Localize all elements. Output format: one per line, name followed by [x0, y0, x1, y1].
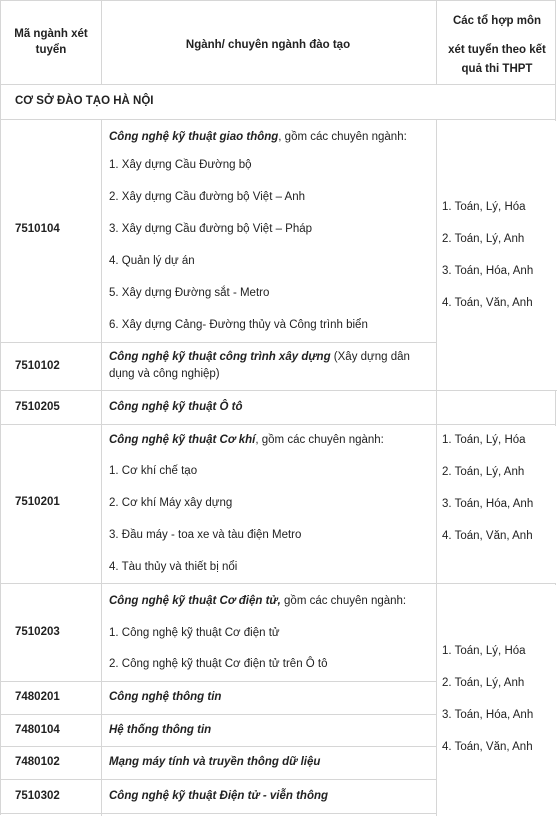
- section-row: [1, 85, 555, 120]
- major-code: 7480201: [15, 691, 60, 703]
- major-code: 7510104: [15, 223, 60, 235]
- header-combo-line1: Các tổ hợp môn: [452, 15, 542, 27]
- specialization-item: 5. Xây dựng Đường sắt - Metro: [109, 287, 270, 299]
- header-combo-line2: xét tuyển theo kết quả thi THPT: [448, 44, 546, 75]
- major-name: Công nghệ kỹ thuật Điện tử - viễn thông: [109, 790, 329, 802]
- subject-combination: 1. Toán, Lý, Hóa: [442, 434, 526, 446]
- major-suffix: , gồm các chuyên ngành:: [255, 434, 384, 446]
- subject-combination: 3. Toán, Hóa, Anh: [442, 265, 534, 277]
- subject-combination: 4. Toán, Văn, Anh: [442, 530, 533, 542]
- header-major: Ngành/ chuyên ngành đào tạo: [185, 39, 351, 51]
- major-code: 7510201: [15, 496, 60, 508]
- major-title: [109, 756, 320, 768]
- major-code: 7480102: [15, 756, 60, 768]
- major-title: [109, 401, 243, 413]
- major-title: [109, 724, 211, 736]
- specialization-item: 6. Xây dựng Cảng- Đường thủy và Công trình biển: [109, 319, 368, 331]
- specialization-item: 2. Cơ khí Máy xây dựng: [109, 497, 233, 509]
- major-name: Công nghệ kỹ thuật công trình xây dựng: [109, 351, 331, 363]
- major-title: [109, 595, 406, 607]
- major-suffix: , gồm các chuyên ngành:: [278, 131, 407, 143]
- specialization-item: 1. Cơ khí chế tạo: [109, 465, 198, 477]
- major-name: Công nghệ kỹ thuật Ô tô: [109, 401, 243, 413]
- subject-combination: 2. Toán, Lý, Anh: [442, 677, 525, 689]
- major-name: Mạng máy tính và truyền thông dữ liệu: [109, 756, 321, 768]
- specialization-item: 3. Đầu máy - toa xe và tàu điện Metro: [109, 529, 302, 541]
- specialization-item: 1. Công nghệ kỹ thuật Cơ điện tử: [109, 627, 280, 639]
- section-title: CƠ SỞ ĐÀO TẠO HÀ NỘI: [15, 95, 154, 107]
- subject-combination: 1. Toán, Lý, Hóa: [442, 645, 526, 657]
- major-code: 7510205: [15, 401, 60, 413]
- major-name: Công nghệ thông tin: [109, 691, 222, 703]
- specialization-item: 3. Xây dựng Cầu đường bộ Việt – Pháp: [109, 223, 313, 235]
- header-code: Mã ngành xét tuyển: [14, 28, 88, 56]
- major-code: 7480104: [15, 724, 60, 736]
- major-title: [109, 131, 407, 143]
- table-row: [1, 391, 555, 425]
- subject-combination: 4. Toán, Văn, Anh: [442, 297, 533, 309]
- major-suffix: gồm các chuyên ngành:: [280, 595, 407, 607]
- subject-combination: 3. Toán, Hóa, Anh: [442, 709, 534, 721]
- specialization-item: 4. Quản lý dự án: [109, 255, 195, 267]
- subject-combination: 2. Toán, Lý, Anh: [442, 466, 525, 478]
- table-header-row: [1, 1, 555, 85]
- major-title: [109, 691, 221, 703]
- specialization-item: 1. Xây dựng Cầu Đường bộ: [109, 159, 252, 171]
- major-code: 7510302: [15, 790, 60, 802]
- specialization-item: 4. Tàu thủy và thiết bị nổi: [109, 561, 238, 573]
- major-title: [109, 349, 427, 383]
- specialization-item: 2. Công nghệ kỹ thuật Cơ điện tử trên Ô tô: [109, 658, 328, 670]
- major-name: Công nghệ kỹ thuật Cơ khí: [109, 434, 256, 446]
- subject-combination: 4. Toán, Văn, Anh: [442, 741, 533, 753]
- major-name: Hệ thống thông tin: [109, 724, 212, 736]
- major-code: 7510203: [15, 626, 60, 638]
- major-code: 7510102: [15, 360, 60, 372]
- subject-combination: 2. Toán, Lý, Anh: [442, 233, 525, 245]
- major-title: [109, 790, 328, 802]
- subject-combination: 3. Toán, Hóa, Anh: [442, 498, 534, 510]
- subject-combination: 1. Toán, Lý, Hóa: [442, 201, 526, 213]
- major-title: [109, 434, 384, 446]
- major-name: Công nghệ kỹ thuật giao thông: [109, 131, 279, 143]
- major-name: Công nghệ kỹ thuật Cơ điện tử,: [109, 595, 281, 607]
- major-suffix: (Xây dựng dân dụng và công nghiệp): [109, 351, 410, 380]
- specialization-item: 2. Xây dựng Cầu đường bộ Việt – Anh: [109, 191, 305, 203]
